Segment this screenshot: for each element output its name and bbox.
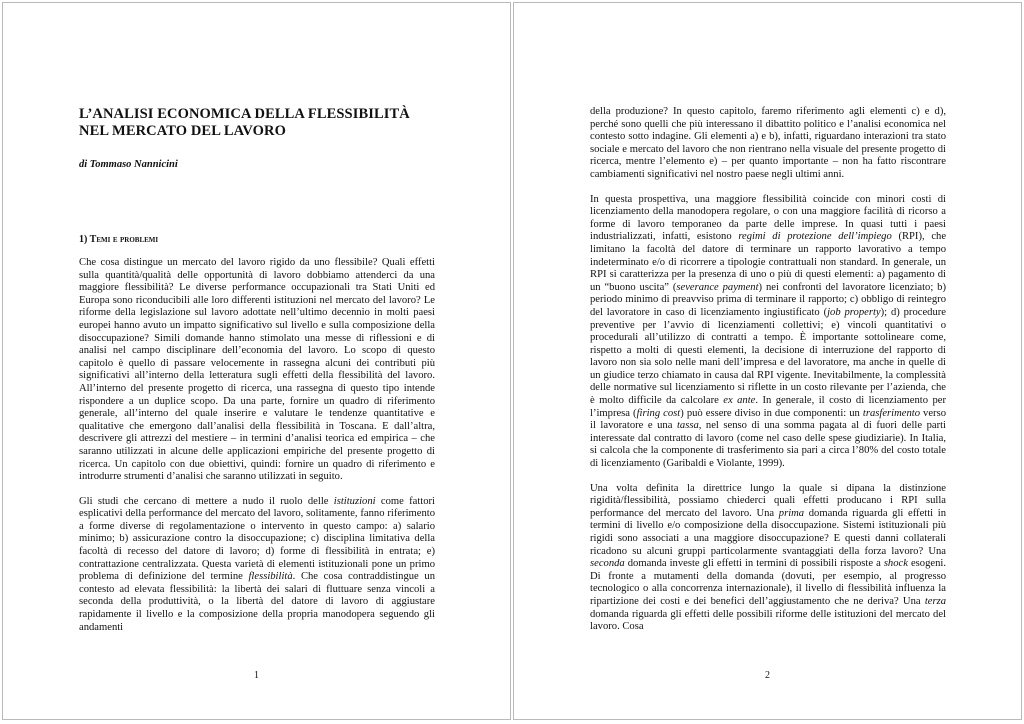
page-number: 2 bbox=[765, 670, 770, 681]
page-1-content bbox=[79, 106, 435, 646]
title-line-2: NEL MERCATO DEL LAVORO bbox=[79, 123, 286, 139]
document-page-1 bbox=[2, 2, 511, 720]
section-title-initial: T bbox=[89, 234, 97, 245]
page-2-content bbox=[590, 106, 946, 646]
section-heading bbox=[79, 234, 435, 245]
section-number: 1) bbox=[79, 234, 88, 245]
paragraph: Che cosa distingue un mercato del lavoro rigido da uno flessibile? Quali effetti sulla quantità/qualità delle opportunità di lavoro dobbiamo attenderci da una maggiore flessibilità? Le diverse performance occupazionali tra Stati Uniti ed Europa sono riconducibili alle loro differenti istituzioni nel mercato del lavoro? Le riforme della legislazione sul lavoro adottate nell’ultimo decennio in molti paesi europei hanno avuto un impatto significativo sul livello e sulla composizione della disoccupazione? Simili domande hanno stimolato una messe di riflessioni e di analisi nel campo disciplinare dell’economia del lavoro. Lo scopo di questo capitolo è quello di passare velocemente in rassegna alcuni dei contributi più significativi all’interno della letteratura sugli effetti della flessibilità del lavoro. All’interno del presente progetto di ricerca, una rassegna di questo tipo intende rispondere a un duplice scopo. Da una parte, fornire un quadro di riferimento generale, all’interno del quale inserire e valutare le tendenze quantitative e qualitative che emergono dall’analisi della flessibilità in Toscana. E dall’altra, descrivere gli attrezzi del mestiere – in termini d’analisi teorica ed empirica – che saranno utilizzati in alcune delle applicazioni empiriche del presente progetto di ricerca. Un capitolo con due obiettivi, quindi: fornire un quadro di riferimento e introdurre strumenti d’analisi che saranno utilizzati in seguito. bbox=[79, 257, 435, 483]
paragraph: Una volta definita la direttrice lungo la quale si dipana la distinzione rigidità/flessibilità, possiamo chiederci quali effetti producano i RPI sulla performance del mercato del lavoro. Una prima domanda riguarda gli effetti in termini di livello e/o composizione della disoccupazione. Sistemi istituzionali più rigidi sono associati a una maggiore disoccupazione? E questi danni collaterali ricadono su alcuni gruppi particolarmente svantaggiati della forza lavoro? Una seconda domanda investe gli effetti in termini di possibili risposte a shock esogeni. Di fronte a mutamenti della domanda (dovuti, per esempio, al progresso tecnologico o alla concorrenza internazionale), il livello di flessibilità influenza la ripartizione dei costi e dei benefici dell’aggiustamento che ne deriva? Una terza domanda riguarda gli effetti delle possibili riforme delle istituzioni del mercato del lavoro. Cosa bbox=[590, 482, 947, 633]
paragraph: In questa prospettiva, una maggiore flessibilità coincide con minori costi di licenziamento della manodopera regolare, o con una maggiore facilità di ricorso a forme di lavoro temporaneo da parte delle imprese. In quasi tutti i paesi industrializzati, infatti, esistono regimi di protezione dell’impiego (RPI), che limitano la facoltà del datore di terminare un rapporto lavorativo a tempo indeterminato e/o di ricorrere a tipologie contrattuali non standard. In generale, un RPI si caratterizza per la presenza di uno o più di questi elementi: a) pagamento di un “buono uscita” (severance payment) nei confronti del lavoratore licenziato; b) periodo minimo di preavviso prima di terminare il rapporto; c) obbligo di reintegro del lavoratore in caso di licenziamento ingiustificato (job property); d) procedure preventive per l’avvio di licenziamenti collettivi; e) vincoli quantitativi o procedurali all’utilizzo di contratti a tempo. È importante sottolineare come, rispetto a molti di questi elementi, la decisione di interruzione del rapporto di lavoro non sia solo nelle mani dell’impresa e del lavoratore, ma anche in quelle di un giudice terzo chiamato in causa dal RPI vigente. Inevitabilmente, la complessità delle normative sul licenziamento si riflette in un costo rilevante per l’azienda, che è molto difficile da calcolare ex ante. In generale, il costo di licenziamento per l’impresa (firing cost) può essere diviso in due componenti: un trasferimento verso il lavoratore e una tassa, nel senso di una somma pagata al di fuori delle parti interessate dal contratto di lavoro (come nel caso delle spese giudiziarie). In Italia, si calcola che la componente di trasferimento sia pari a circa l’80% del costo totale di licenziamento (Garibaldi e Violante, 1999). bbox=[590, 193, 947, 470]
author-byline: di Tommaso Nannicini bbox=[79, 159, 178, 170]
document-title bbox=[79, 106, 435, 140]
section-title-rest: emi e problemi bbox=[96, 234, 159, 245]
paragraph: della produzione? In questo capitolo, faremo riferimento agli elementi c) e d), perché sono quelli che più interessano il dibattito politico e l’analisi economica nel contesto sotto indagine. Gli elementi a) e b), infatti, riguardano interazioni tra stato sociale e mercato del lavoro che non rientrano nella visuale del presente progetto di ricerca, mentre l’elemento e) – per quanto importante – non ha fatto riscontrare cambiamenti significativi nel nostro paese negli ultimi anni. bbox=[590, 106, 946, 180]
page-number: 1 bbox=[254, 670, 259, 681]
paragraph: Gli studi che cercano di mettere a nudo il ruolo delle istituzioni come fattori esplicativi della performance del mercato del lavoro, solitamente, fanno riferimento a forme diverse di regolamentazione o intervento in questo campo: a) salario minimo; b) assicurazione contro la disoccupazione; c) disciplina limitativa della facoltà di recesso del datore di lavoro; d) forme di flessibilità in entrata; e) contrattazione centralizzata. Questa varietà di elementi istituzionali pone un primo problema di definizione del termine flessibilità. Che cosa contraddistingue un contesto ad elevata flessibilità: la libertà dei salari di fluttuare senza vincoli a seconda della produttività, o la libertà del datore di lavoro di aggiustare rapidamente il livello e la composizione della propria manodopera seguendo gli andamenti bbox=[79, 495, 436, 633]
document-page-2 bbox=[513, 2, 1022, 720]
title-line-1: L’ANALISI ECONOMICA DELLA FLESSIBILITÀ bbox=[79, 106, 410, 122]
